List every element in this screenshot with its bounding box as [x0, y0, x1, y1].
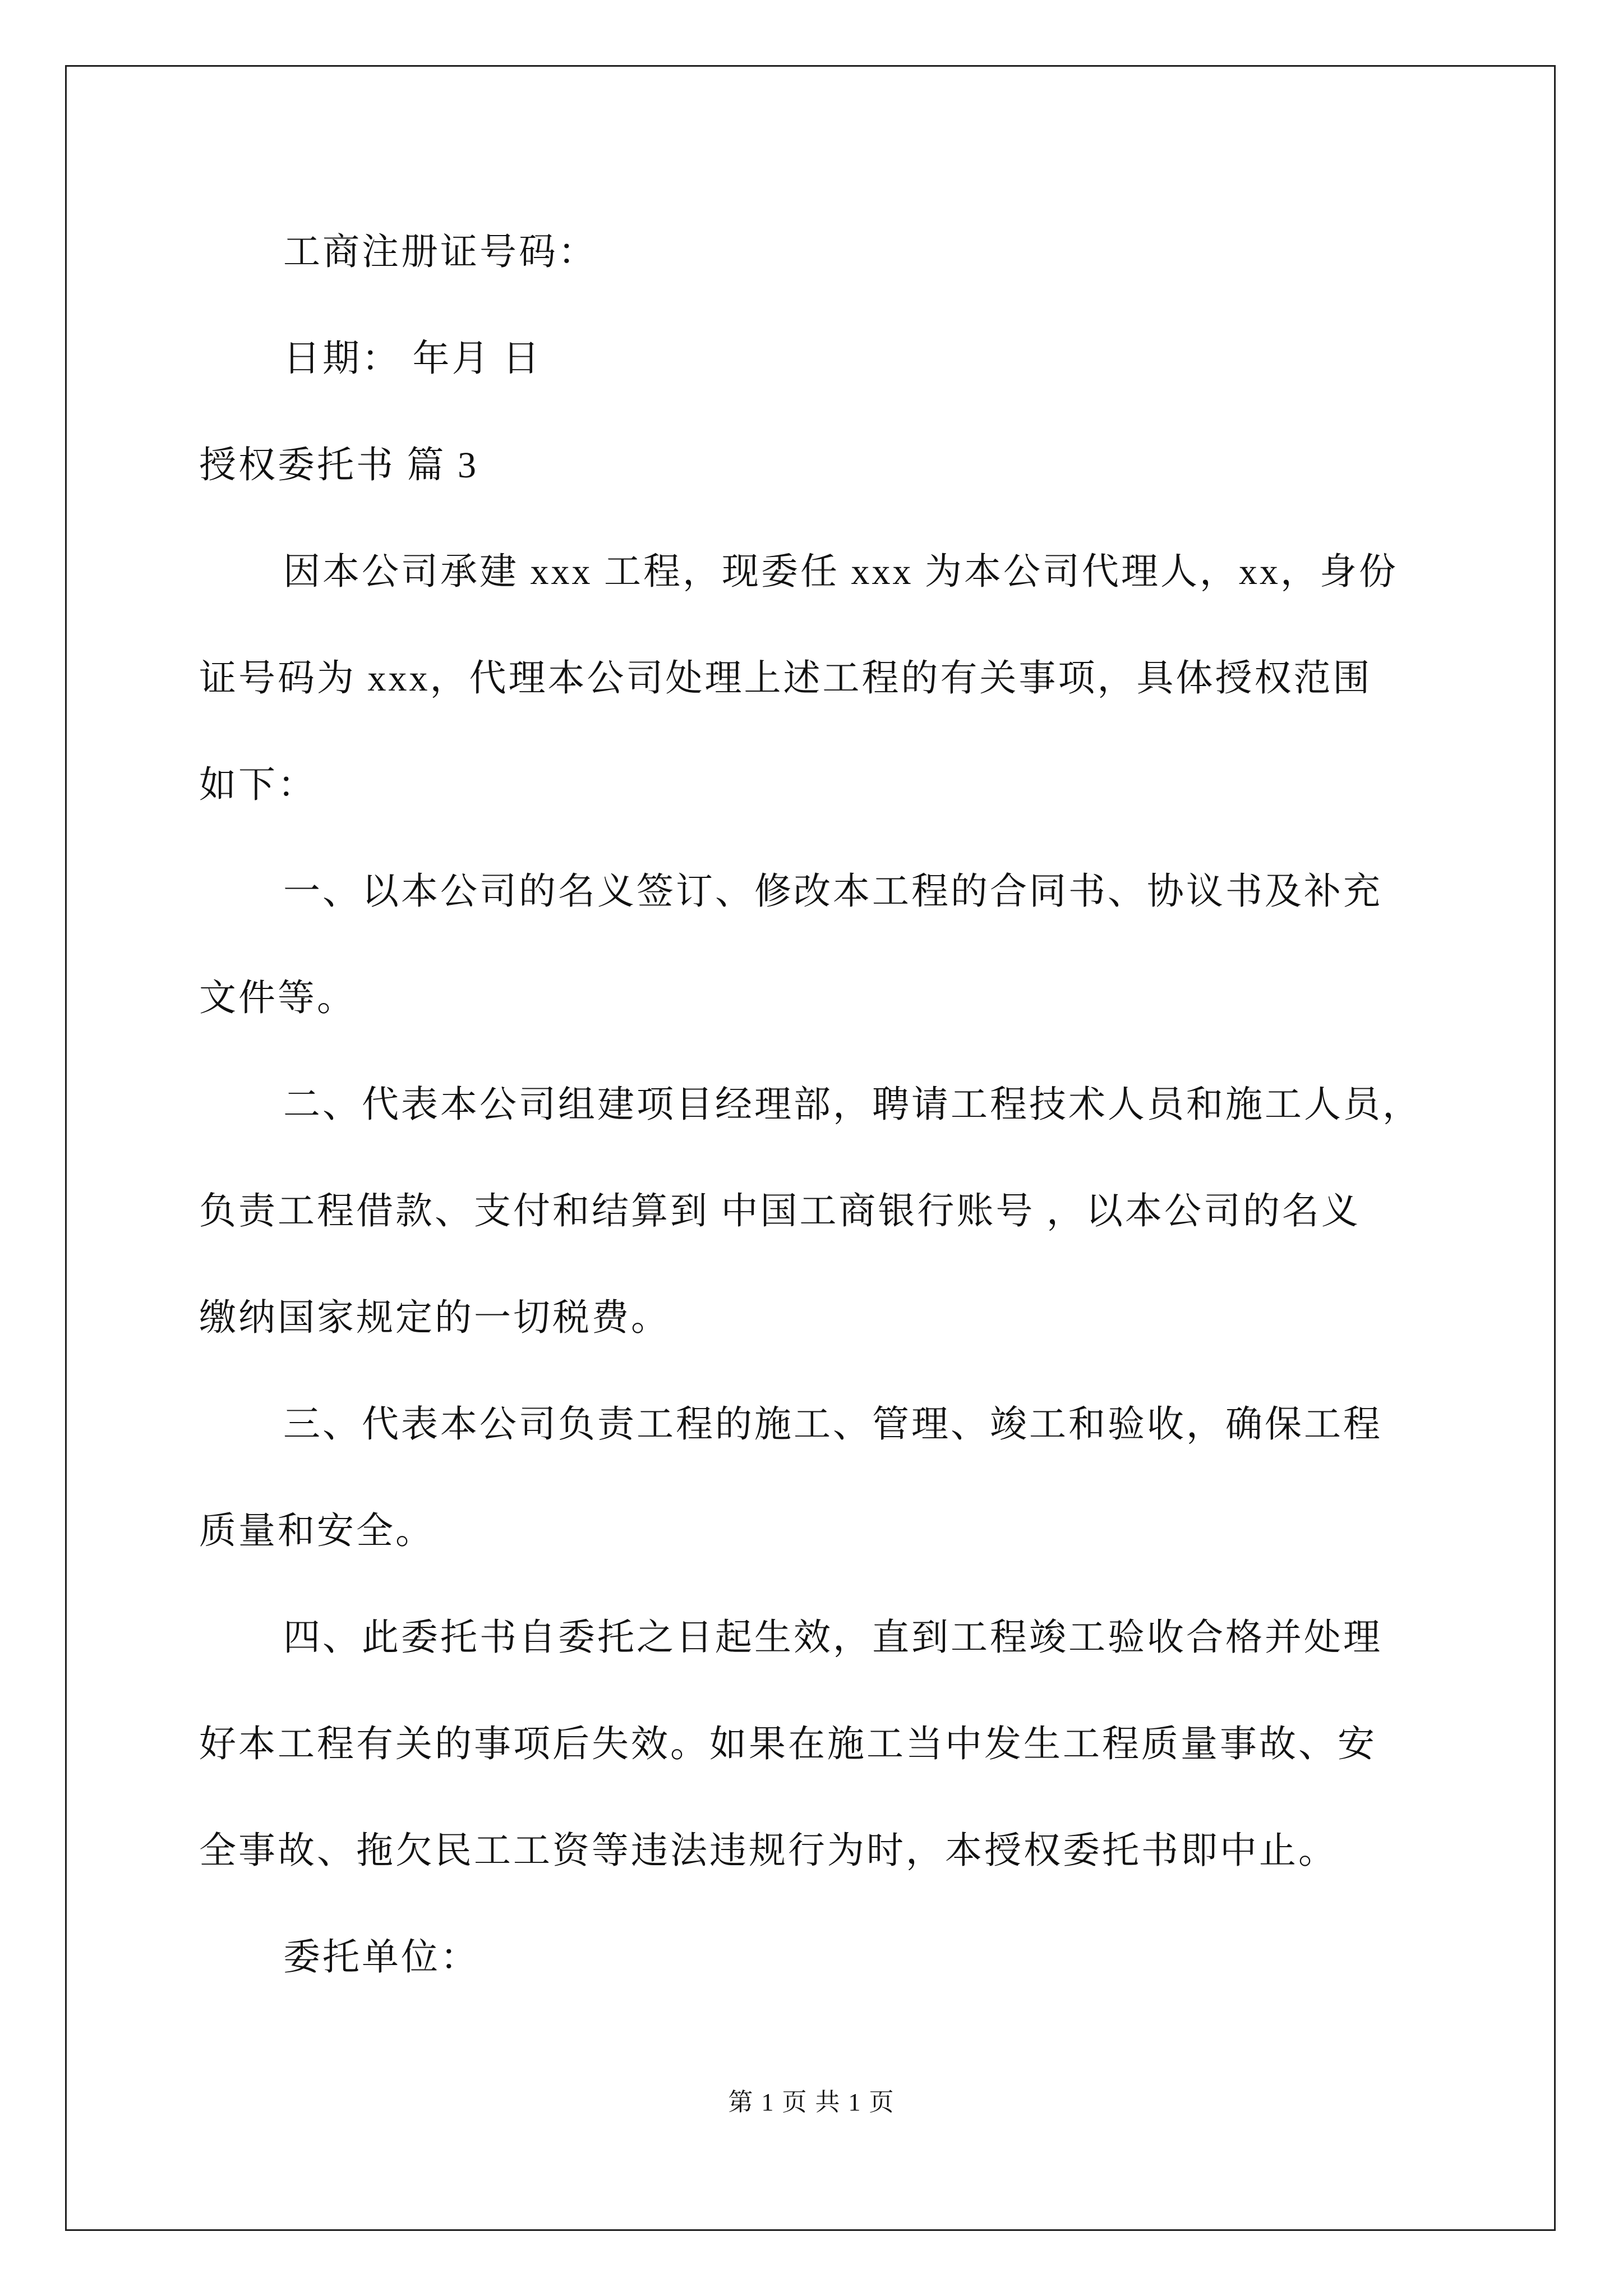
paragraph-intro-line-2: 证号码为 xxx，代理本公司处理上述工程的有关事项，具体授权范围 [199, 658, 1372, 699]
clause-2-line-3: 缴纳国家规定的一切税费。 [199, 1297, 670, 1338]
section-heading: 授权委托书 篇 3 [199, 445, 478, 486]
paragraph-intro-line-3: 如下： [199, 765, 317, 806]
paragraph-intro-line-1: 因本公司承建 xxx 工程，现委任 xxx 为本公司代理人，xx，身份 [283, 551, 1398, 592]
clause-4-line-1: 四、此委托书自委托之日起生效，直到工程竣工验收合格并处理 [283, 1617, 1382, 1658]
clause-3-line-2: 质量和安全。 [199, 1511, 435, 1552]
entrusting-unit-label: 委托单位： [283, 1937, 479, 1978]
clause-2-line-2: 负责工程借款、支付和结算到 中国工商银行账号 ，以本公司的名义 [199, 1191, 1361, 1232]
page-footer: 第 1 页 共 1 页 [728, 2088, 895, 2116]
clause-3-line-1: 三、代表本公司负责工程的施工、管理、竣工和验收，确保工程 [283, 1404, 1382, 1445]
registration-number-label: 工商注册证号码： [283, 232, 597, 273]
page-border [65, 65, 1556, 2231]
clause-1-line-1: 一、以本公司的名义签订、修改本工程的合同书、协议书及补充 [283, 871, 1382, 912]
clause-1-line-2: 文件等。 [199, 978, 356, 1019]
clause-2-line-1: 二、代表本公司组建项目经理部，聘请工程技术人员和施工人员， [283, 1084, 1422, 1125]
date-line: 日期： 年月 日 [283, 338, 542, 379]
clause-4-line-3: 全事故、拖欠民工工资等违法违规行为时，本授权委托书即中止。 [199, 1830, 1338, 1871]
clause-4-line-2: 好本工程有关的事项后失效。如果在施工当中发生工程质量事故、安 [199, 1724, 1377, 1765]
